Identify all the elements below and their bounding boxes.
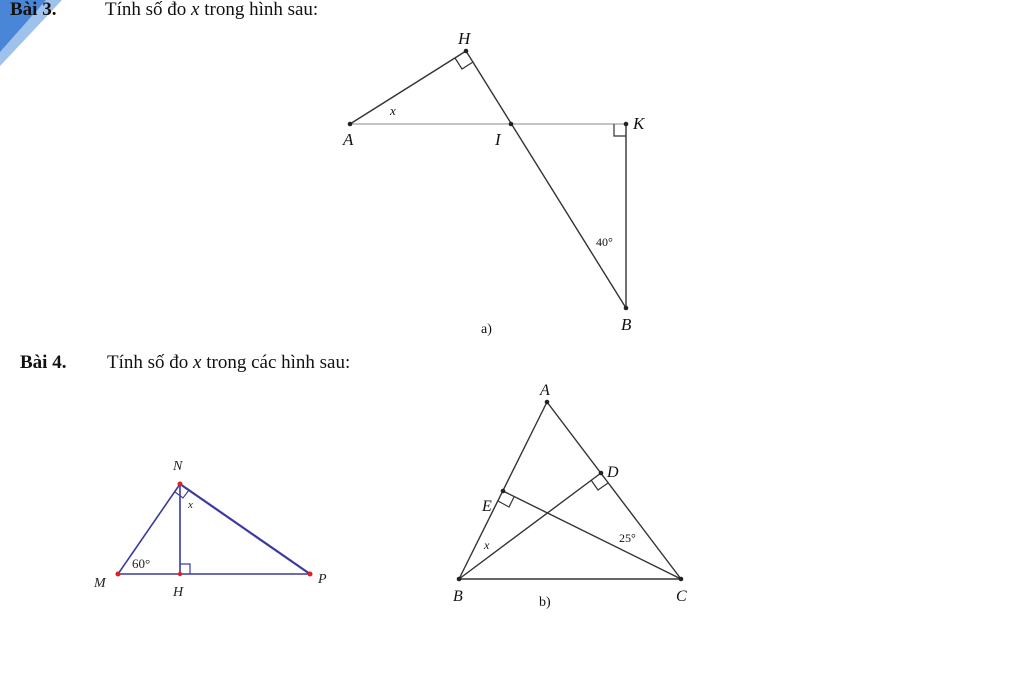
label-h-foot: H [173, 585, 184, 600]
label-e: E [482, 498, 492, 515]
label-b2: B [453, 588, 463, 605]
angle-40-label: 40° [596, 235, 613, 249]
label-k: K [633, 114, 645, 133]
angle-x-label-2: x [188, 499, 193, 511]
label-a2: A [540, 382, 550, 399]
segment-ce [503, 491, 681, 579]
exercise-3-number: Bài 3. [10, 0, 57, 20]
caption-a: a) [481, 322, 492, 337]
angle-25-label: 25° [619, 531, 636, 545]
angle-x-label-3: x [484, 538, 490, 552]
segment-ac [547, 402, 681, 579]
label-p: P [318, 572, 327, 587]
exercise-3-task: Tính số đo x trong hình sau: [105, 0, 319, 20]
label-d: D [607, 464, 619, 481]
exercise-4-number: Bài 4. [20, 352, 67, 373]
right-angle-mark-e [498, 497, 514, 507]
label-m: M [94, 576, 106, 591]
angle-60-label: 60° [132, 556, 151, 571]
label-h: H [458, 29, 471, 48]
angle-x-label: x [390, 103, 396, 118]
label-i: I [495, 130, 501, 149]
label-b: B [621, 315, 632, 334]
label-n: N [173, 459, 183, 474]
right-angle-mark-d [591, 480, 608, 490]
label-a: A [343, 130, 354, 149]
segment-bd [459, 473, 601, 579]
exercise-4-task: Tính số đo x trong các hình sau: [107, 352, 351, 373]
label-c: C [676, 588, 687, 605]
caption-b: b) [539, 595, 551, 610]
